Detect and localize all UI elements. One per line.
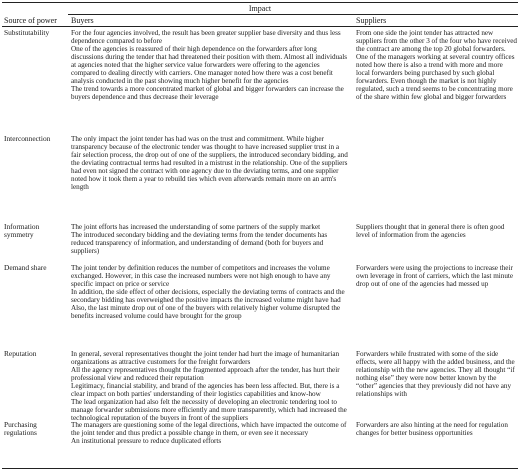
buyers-cell-demand-share: The joint tender by definition reduces the number of competitors and increases the volume exchanged. However, in this case the increased numbers were not high enough to have any specific impact on price or service In addition, the side effect of other decisions, especially the deviating terms of contracts and the secondary bidding has overweighed the positive impacts the increased volume might have had Also, the last minute drop out of one of the buyers with relatively higher volume disrupted the benefits increased volume could have brought for the group	[71, 264, 345, 321]
bottom-rule	[2, 468, 518, 469]
suppliers-cell-information-symmetry: Suppliers thought that in general there is often good level of information from the agencies	[356, 223, 505, 240]
header-source: Source of power	[4, 16, 57, 25]
row-label-purchasing-regulations: Purchasing regulations	[4, 420, 37, 438]
row-label-substitutability: Substitutability	[4, 28, 50, 37]
row-label-reputation: Reputation	[4, 349, 37, 358]
header-impact-rule	[68, 14, 518, 15]
buyers-cell-substitutability: For the four agencies involved, the result has been greater supplier base diversity and thus less dependence compared to before One of the agencies is reassured of their high dependence on the forwarders after long discussions during the tender that had threatened their position with them. Almost all individuals at agencies noted that the higher service value forwarders were offering to the agencies compared to dealing directly with carriers. One manager noted how there was a cost benefit analysis conducted in the past showing much higher benefit for the agencies The trend towards a more concentrated market of global and bigger forwarders can increase the buyers dependence and thus decrease their leverage	[71, 29, 348, 102]
buyers-cell-interconnection: The only impact the joint tender has had was on the trust and commitment. While higher transparency because of the electronic tender was thought to have increased supplier trust in a fair selection process, the drop out of one of the suppliers, the introduced secondary bidding, and the deviating contractual terms had resulted in a mistrust in the relationship. One of the suppliers had even not signed the contract with one agency due to the deviating terms, and one supplier noted how it took them a year to rebuild ties which even afterwards remain more on an arm's length	[71, 135, 348, 192]
header-bottom-rule	[2, 26, 518, 27]
buyers-cell-information-symmetry: The joint efforts has increased the understanding of some partners of the supply market The introduced secondary bidding and the deviating terms from the tender documents has reduced transparency of information, and understanding of demand (both for buyers and suppliers)	[71, 223, 328, 256]
suppliers-cell-demand-share: Forwarders were using the projections to increase their own leverage in front of carriers, which the last minute drop out of one of the agencies had messed up	[356, 264, 514, 289]
suppliers-cell-reputation: Forwarders while frustrated with some of the side effects, were all happy with the added business, and the relationship with the new agencies. They all thought “if nothing else” they were now better known by the “other” agencies that they previously did not have any relationships with	[356, 350, 515, 399]
top-rule	[2, 2, 518, 3]
suppliers-cell-substitutability: From one side the joint tender has attracted new suppliers from the other 3 of the four who have received the contract are among the top 20 global forwarders. One of the managers working at several country offices noted how there is also a trend with more and more local forwarders being purchased by such global forwarders. Even though the market is not highly regulated, such a trend seems to be concentrating more of the share within few global and bigger forwarders	[356, 29, 518, 102]
row-label-information-symmetry: Information symmetry	[4, 222, 40, 240]
header-suppliers: Suppliers	[356, 16, 387, 25]
buyers-cell-purchasing-regulations: The managers are questioning some of the legal directions, which have impacted the outcome of the joint tender and thus predict a possible change in them, or even see it necessary An institutional pressure to reduce duplicated efforts	[71, 421, 347, 446]
buyers-cell-reputation: In general, several representatives thought the joint tender had hurt the image of humanitarian organizations as attractive customers for the freight forwarders All the agency representatives thought the fragmented approach after the tender, has hurt their professional view and reduced their reputation Legitimacy, financial stability, and brand of the agencies has been less affected. But, there is a clear impact on both parties' understanding of their logistics capabilities and know-how The lead organization had also felt the necessity of developing an electronic tendering tool to manage forwarder submissions more efficiently and more transparently, which had increased the technological reputation of the buyers in front of the suppliers	[71, 350, 347, 423]
header-impact: Impact	[248, 4, 272, 13]
row-label-demand-share: Demand share	[4, 263, 47, 272]
header-buyers: Buyers	[71, 16, 94, 25]
suppliers-cell-purchasing-regulations: Forwarders are also hinting at the need for regulation changes for better business opportunities	[356, 421, 508, 438]
row-label-interconnection: Interconnection	[4, 134, 51, 143]
